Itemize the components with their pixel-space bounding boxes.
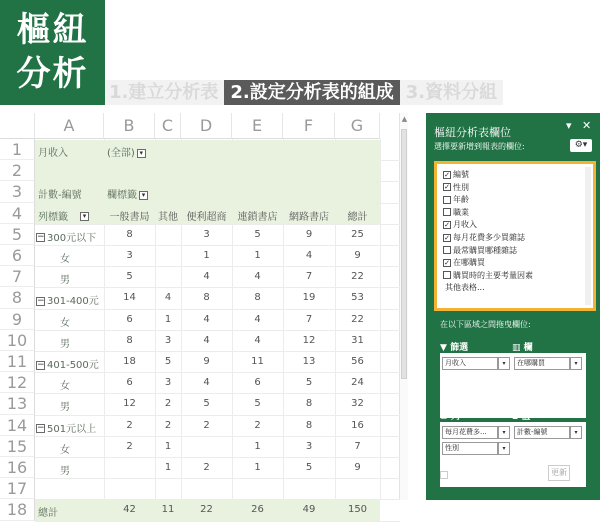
title-badge bbox=[0, 0, 105, 105]
table-cell: 1 bbox=[254, 440, 261, 452]
table-cell: 8 bbox=[305, 398, 313, 410]
table-cell: 7 bbox=[354, 440, 361, 452]
filter-field-label: 月收入 bbox=[38, 148, 68, 159]
table-cell: 4 bbox=[203, 377, 210, 389]
field-item[interactable] bbox=[443, 270, 533, 281]
defer-checkbox[interactable] bbox=[440, 471, 448, 479]
grand-total-cell: 11 bbox=[161, 504, 175, 516]
checkbox-icon[interactable] bbox=[443, 246, 451, 254]
chevron-down-icon[interactable]: ▾ bbox=[570, 426, 582, 439]
table-cell: 56 bbox=[351, 356, 364, 367]
field-list bbox=[434, 161, 596, 311]
table-cell: 32 bbox=[351, 398, 364, 410]
filter-value-text: (全部) bbox=[107, 148, 135, 159]
update-button[interactable]: 更新 bbox=[548, 465, 570, 481]
table-cell: 5 bbox=[203, 398, 210, 410]
scroll-up-icon[interactable]: ▲ bbox=[401, 115, 408, 123]
badge-line-2: 分析 bbox=[16, 54, 89, 94]
table-cell: 4 bbox=[164, 292, 172, 304]
grand-total-label: 總計 bbox=[38, 508, 58, 520]
field-item[interactable] bbox=[443, 219, 477, 230]
table-cell: 14 bbox=[123, 292, 136, 304]
grid-vline bbox=[380, 139, 381, 500]
group-label-text: 301-400元 bbox=[47, 296, 99, 308]
row-header-7[interactable]: 7 bbox=[0, 266, 35, 287]
columns-chip[interactable] bbox=[514, 357, 578, 370]
column-header-c[interactable]: C bbox=[155, 113, 181, 139]
table-cell: 4 bbox=[254, 313, 261, 325]
grid-hline bbox=[35, 245, 400, 246]
table-cell: 2 bbox=[126, 440, 133, 452]
row-header-3[interactable]: 3 bbox=[0, 181, 35, 202]
rows-icon: ≡ bbox=[440, 412, 448, 422]
defer-label: 延遲版面配置更新 bbox=[451, 471, 507, 479]
areas-title: 在以下區域之間拖曳欄位: bbox=[440, 320, 531, 329]
more-tables-link[interactable]: 其他表格... bbox=[445, 283, 485, 293]
table-cell: 19 bbox=[302, 292, 316, 304]
row-header-6[interactable]: 6 bbox=[0, 245, 35, 266]
column-header-label: 網路書店 bbox=[289, 211, 329, 223]
table-cell: 1 bbox=[254, 250, 261, 261]
spreadsheet[interactable] bbox=[0, 113, 408, 520]
field-item-label: 性別 bbox=[453, 182, 469, 192]
field-item-label: 編號 bbox=[453, 170, 469, 179]
sub-row-label: 女 bbox=[60, 381, 70, 393]
row-labels-dropdown-icon[interactable]: ▾ bbox=[80, 212, 89, 221]
grid-hline bbox=[35, 415, 400, 416]
sub-row-label: 男 bbox=[60, 338, 70, 350]
row-header-12[interactable]: 12 bbox=[0, 372, 35, 393]
table-cell: 11 bbox=[251, 356, 264, 367]
row-header-15[interactable]: 15 bbox=[0, 436, 35, 457]
table-cell: 3 bbox=[126, 250, 133, 261]
table-cell: 5 bbox=[164, 356, 172, 367]
table-cell: 22 bbox=[351, 271, 364, 283]
filters-area-label bbox=[440, 340, 468, 353]
chevron-down-icon[interactable]: ▾ bbox=[498, 426, 510, 439]
values-chip[interactable] bbox=[514, 426, 578, 439]
field-item-label: 月收入 bbox=[453, 220, 477, 230]
table-cell: 25 bbox=[351, 228, 364, 240]
table-cell: 12 bbox=[302, 334, 316, 346]
table-cell: 1 bbox=[254, 462, 261, 473]
sigma-icon: Σ bbox=[512, 412, 519, 422]
collapse-icon[interactable]: − bbox=[37, 295, 45, 306]
grand-total-cell: 22 bbox=[200, 504, 213, 516]
table-cell: 5 bbox=[254, 228, 261, 240]
grid-hline bbox=[35, 478, 400, 479]
table-cell: 3 bbox=[203, 228, 210, 240]
vertical-scrollbar[interactable] bbox=[399, 113, 408, 500]
row-header-9[interactable]: 9 bbox=[0, 309, 35, 330]
field-item-label: 年齡 bbox=[453, 195, 469, 205]
group-row-label[interactable] bbox=[36, 420, 96, 435]
field-item[interactable] bbox=[443, 169, 469, 180]
pane-menu-icon[interactable]: ▾ bbox=[566, 119, 572, 132]
grand-total-cell: 49 bbox=[302, 504, 316, 516]
table-cell: 4 bbox=[203, 334, 210, 346]
step-2: 2.設定分析表的組成 bbox=[224, 80, 399, 105]
table-cell: 8 bbox=[305, 419, 313, 431]
column-header-d[interactable]: D bbox=[181, 113, 232, 139]
table-cell: 9 bbox=[305, 228, 313, 240]
table-cell: 6 bbox=[126, 377, 133, 389]
row-header-4[interactable]: 4 bbox=[0, 203, 35, 224]
table-cell: 4 bbox=[203, 313, 210, 325]
filter-value-cell[interactable] bbox=[107, 144, 146, 159]
filters-chip[interactable] bbox=[442, 357, 506, 370]
grid-hline bbox=[35, 393, 400, 394]
sub-row-label: 男 bbox=[60, 466, 70, 477]
row-labels-cell[interactable] bbox=[38, 208, 89, 223]
table-cell: 31 bbox=[351, 334, 364, 346]
columns-label-text: 欄 bbox=[523, 343, 533, 353]
table-cell: 53 bbox=[351, 292, 364, 304]
column-header-g[interactable]: G bbox=[335, 113, 380, 139]
group-row-label[interactable] bbox=[36, 356, 99, 371]
chevron-down-icon[interactable]: ▾ bbox=[498, 357, 510, 370]
column-labels-text: 欄標籤 bbox=[107, 190, 137, 202]
row-header-10[interactable]: 10 bbox=[0, 330, 35, 351]
table-cell: 2 bbox=[126, 419, 133, 431]
table-cell: 1 bbox=[164, 462, 172, 473]
collapse-icon[interactable]: − bbox=[37, 232, 45, 243]
step-1: 1.建立分析表 bbox=[105, 80, 224, 105]
filters-chip-label: 月收入 bbox=[445, 359, 466, 367]
field-item-label: 每月花費多少買雜誌 bbox=[453, 233, 525, 242]
grid-hline bbox=[35, 457, 400, 458]
grid-hline bbox=[35, 436, 400, 437]
table-cell: 22 bbox=[351, 313, 364, 325]
table-cell: 7 bbox=[305, 271, 313, 283]
sub-row-label: 女 bbox=[60, 444, 70, 456]
pivot-field-pane bbox=[426, 113, 600, 500]
grid-hline bbox=[35, 266, 400, 267]
values-label-text: 值 bbox=[521, 412, 531, 422]
table-cell: 2 bbox=[164, 419, 172, 431]
rows-chip-2[interactable] bbox=[442, 442, 506, 455]
table-cell: 4 bbox=[254, 271, 261, 283]
chevron-down-icon[interactable]: ▾ bbox=[570, 357, 582, 370]
table-cell: 8 bbox=[203, 292, 210, 304]
table-cell: 1 bbox=[164, 440, 172, 452]
table-cell: 3 bbox=[164, 334, 172, 346]
grid-hline bbox=[35, 351, 400, 352]
row-labels-text: 列標籤 bbox=[38, 211, 68, 223]
rows-area-label bbox=[440, 409, 460, 422]
field-item[interactable] bbox=[443, 194, 469, 205]
step-bar bbox=[105, 80, 503, 105]
rows-chip-1-label: 每月花費多... bbox=[445, 428, 487, 436]
column-header-label: 連鎖書店 bbox=[237, 211, 278, 223]
pivot-header-band bbox=[35, 182, 380, 202]
scroll-thumb[interactable] bbox=[401, 129, 407, 379]
rows-chip-2-label: 性別 bbox=[445, 444, 459, 452]
grid-hline bbox=[35, 372, 400, 373]
table-cell: 5 bbox=[254, 398, 261, 410]
table-cell: 2 bbox=[203, 462, 210, 473]
select-all-corner[interactable] bbox=[0, 113, 35, 139]
table-cell: 16 bbox=[351, 419, 364, 431]
table-cell: 3 bbox=[305, 440, 313, 452]
column-header-b[interactable]: B bbox=[104, 113, 155, 139]
table-cell: 1 bbox=[164, 313, 172, 325]
row-header-14[interactable]: 14 bbox=[0, 415, 35, 436]
grand-total-cell: 42 bbox=[123, 504, 136, 516]
column-header-e[interactable]: E bbox=[232, 113, 283, 139]
grid-hline bbox=[35, 330, 400, 331]
group-row-label[interactable] bbox=[36, 292, 99, 307]
table-cell: 13 bbox=[302, 356, 316, 367]
grid-hline bbox=[35, 287, 400, 288]
grid-hline bbox=[35, 521, 400, 522]
sub-row-label: 男 bbox=[60, 402, 70, 414]
values-field-label: 計數-編號 bbox=[38, 190, 82, 202]
pane-subtitle: 選擇要新增到報表的欄位: bbox=[434, 142, 525, 151]
collapse-icon[interactable]: − bbox=[37, 359, 45, 370]
rows-chip-1[interactable] bbox=[442, 426, 506, 439]
columns-area-label bbox=[512, 340, 533, 353]
table-cell: 9 bbox=[203, 356, 210, 367]
table-cell: 9 bbox=[354, 462, 361, 473]
group-label-text: 401-500元 bbox=[47, 360, 99, 371]
filters-label-text: 篩選 bbox=[450, 343, 469, 353]
table-cell: 3 bbox=[164, 377, 172, 389]
row-header-18[interactable]: 18 bbox=[0, 499, 35, 520]
collapse-icon[interactable]: − bbox=[37, 423, 45, 434]
step-3: 3.資料分組 bbox=[400, 80, 503, 105]
field-item[interactable] bbox=[443, 207, 469, 218]
rows-label-text: 列 bbox=[450, 412, 460, 422]
row-header-1[interactable]: 1 bbox=[0, 139, 35, 160]
column-header-a[interactable]: A bbox=[35, 113, 104, 139]
checkbox-checked-icon[interactable]: ✓ bbox=[444, 258, 450, 267]
pane-title: 樞紐分析表欄位 bbox=[434, 126, 511, 139]
table-cell: 4 bbox=[305, 250, 313, 261]
table-cell: 18 bbox=[123, 356, 136, 367]
table-cell: 8 bbox=[126, 228, 133, 240]
grid-hline bbox=[35, 224, 400, 225]
table-cell: 6 bbox=[254, 377, 261, 389]
column-header-label: 總計 bbox=[347, 211, 368, 223]
field-list-scrollbar[interactable] bbox=[585, 167, 591, 305]
columns-icon: ▥ bbox=[512, 343, 521, 353]
column-header-label: 便利超商 bbox=[186, 211, 227, 223]
filter-dropdown-icon[interactable]: ▾ bbox=[137, 149, 146, 158]
values-area-label bbox=[512, 409, 530, 422]
row-header-8[interactable]: 8 bbox=[0, 287, 35, 308]
field-item-label: 職業 bbox=[453, 207, 469, 217]
row-header-17[interactable]: 17 bbox=[0, 478, 35, 499]
columns-chip-label: 在哪購買 bbox=[517, 359, 545, 367]
grid-hline bbox=[35, 309, 400, 310]
table-cell: 1 bbox=[203, 250, 210, 261]
field-item-label: 最常購買哪種雜誌 bbox=[453, 245, 517, 255]
column-labels-cell[interactable] bbox=[107, 186, 148, 201]
filter-icon: ▼ bbox=[440, 343, 447, 353]
field-item[interactable] bbox=[443, 245, 517, 256]
checkbox-icon[interactable] bbox=[443, 271, 451, 279]
table-cell: 2 bbox=[203, 419, 210, 431]
group-label-text: 501元以上 bbox=[47, 423, 97, 435]
row-header-5[interactable]: 5 bbox=[0, 224, 35, 245]
table-cell: 7 bbox=[305, 313, 313, 325]
table-cell: 5 bbox=[305, 462, 313, 473]
close-icon[interactable]: ✕ bbox=[582, 119, 592, 132]
checkbox-icon[interactable] bbox=[443, 196, 451, 204]
table-cell: 4 bbox=[254, 334, 261, 346]
defer-layout-update[interactable] bbox=[440, 470, 507, 480]
table-cell: 9 bbox=[354, 250, 361, 261]
table-cell: 8 bbox=[126, 334, 133, 346]
row-header-16[interactable]: 16 bbox=[0, 457, 35, 478]
table-cell: 4 bbox=[203, 271, 210, 283]
row-header-2[interactable]: 2 bbox=[0, 160, 35, 181]
sub-row-label: 男 bbox=[60, 275, 70, 287]
table-cell: 6 bbox=[126, 313, 133, 325]
checkbox-icon[interactable] bbox=[443, 208, 451, 216]
checkbox-checked-icon[interactable]: ✓ bbox=[444, 183, 450, 192]
badge-line-1: 樞紐 bbox=[16, 10, 89, 50]
table-cell: 8 bbox=[254, 292, 261, 304]
table-cell: 2 bbox=[254, 419, 261, 431]
checkbox-checked-icon[interactable]: ✓ bbox=[444, 220, 450, 229]
field-item-label: 購買時的主要考量因素 bbox=[453, 270, 533, 280]
checkbox-checked-icon[interactable]: ✓ bbox=[444, 233, 450, 242]
group-row-label[interactable] bbox=[36, 229, 96, 244]
pivot-header-band bbox=[35, 140, 380, 181]
column-header-f[interactable]: F bbox=[283, 113, 335, 139]
column-header-label: 其他 bbox=[158, 211, 178, 223]
chevron-down-icon[interactable]: ▾ bbox=[498, 442, 510, 455]
table-cell: 5 bbox=[305, 377, 313, 389]
row-header-13[interactable]: 13 bbox=[0, 393, 35, 414]
sub-row-label: 女 bbox=[60, 254, 70, 265]
gear-icon[interactable]: ⚙▾ bbox=[570, 139, 592, 152]
row-header-11[interactable]: 11 bbox=[0, 351, 35, 372]
column-header-label: 一般書局 bbox=[109, 211, 150, 223]
table-cell: 2 bbox=[164, 398, 172, 410]
values-chip-label: 計數-編號 bbox=[517, 428, 548, 436]
group-label-text: 300元以下 bbox=[47, 232, 97, 244]
table-cell: 12 bbox=[123, 398, 136, 410]
field-item[interactable] bbox=[443, 257, 485, 268]
checkbox-checked-icon[interactable]: ✓ bbox=[444, 170, 450, 179]
table-cell: 24 bbox=[351, 377, 364, 389]
field-item[interactable] bbox=[443, 232, 525, 243]
sub-row-label: 女 bbox=[60, 317, 70, 329]
field-item-label: 在哪購買 bbox=[453, 258, 485, 268]
grand-total-cell: 150 bbox=[347, 504, 368, 516]
field-item[interactable] bbox=[443, 182, 469, 193]
table-cell: 5 bbox=[126, 271, 133, 283]
grand-total-cell: 26 bbox=[251, 504, 264, 516]
column-labels-dropdown-icon[interactable]: ▾ bbox=[139, 191, 148, 200]
